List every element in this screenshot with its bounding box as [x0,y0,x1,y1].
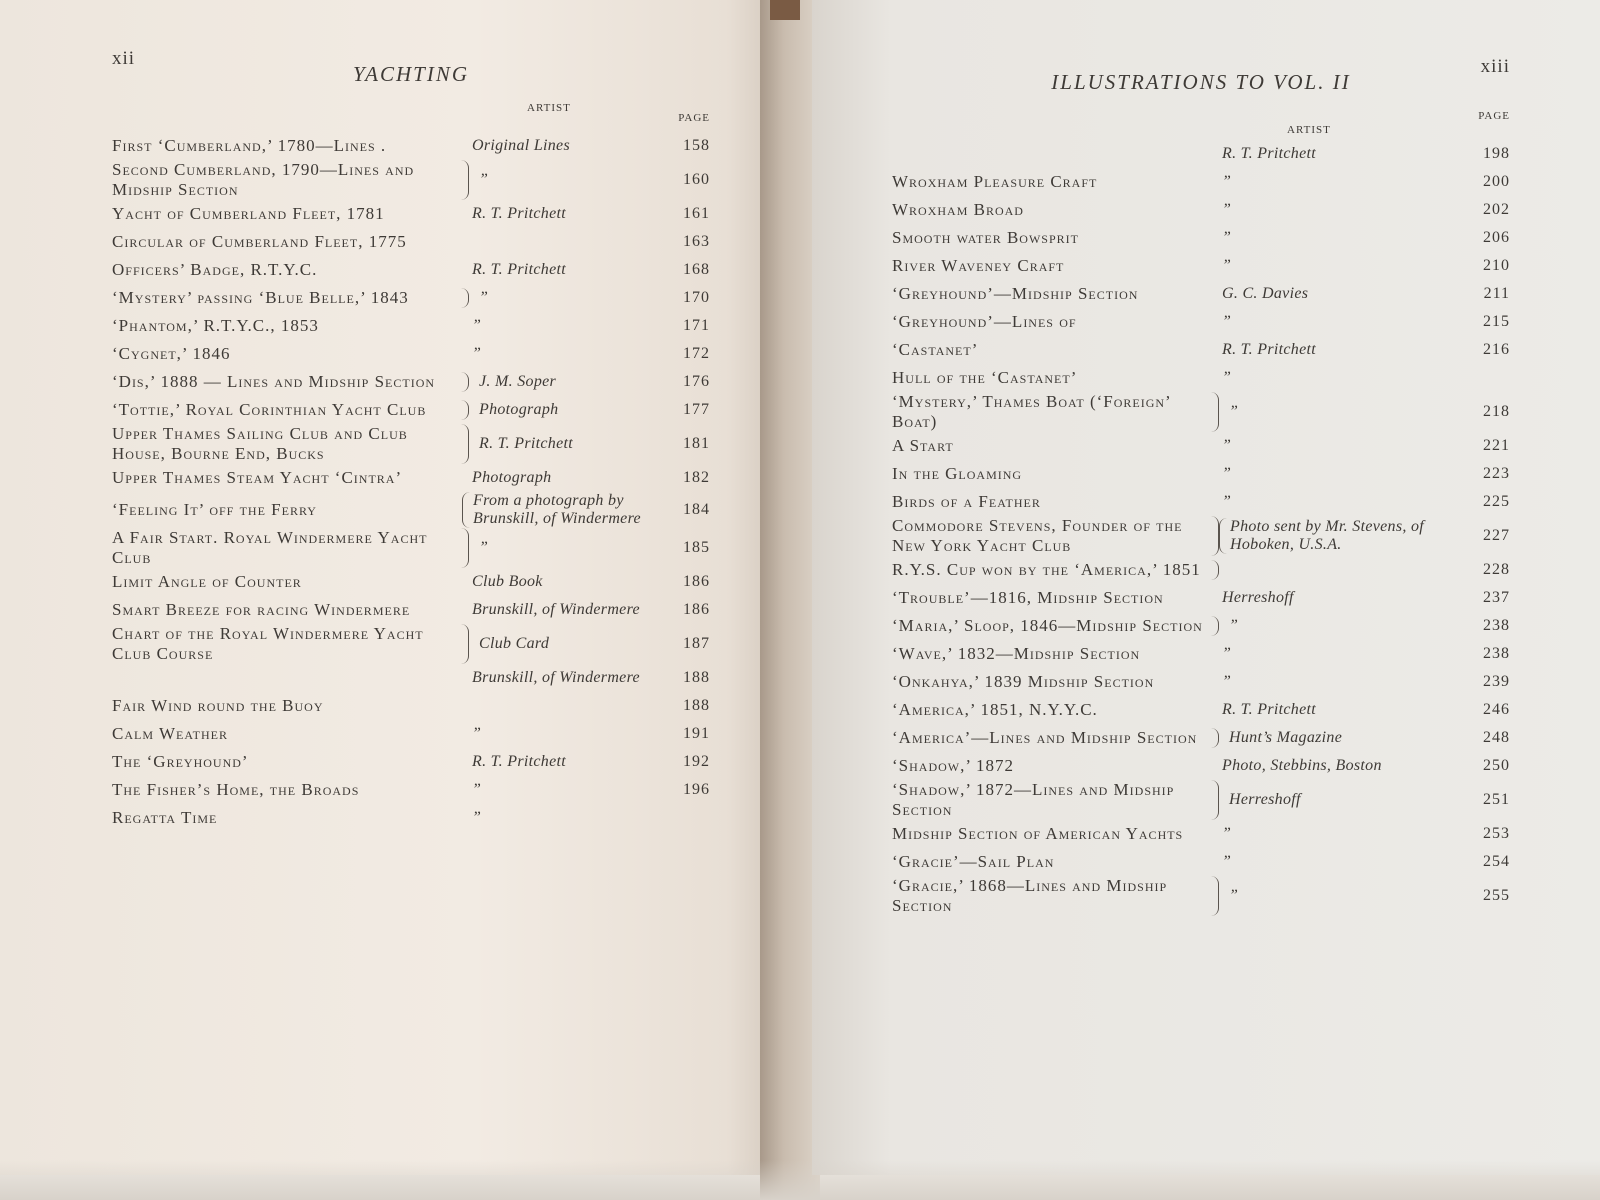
entry-page-number: 211 [1483,285,1510,302]
entry-row [112,492,710,528]
entry-page-number: 196 [683,781,710,798]
entry-artist: ” [479,171,489,188]
entry-artist: R. T. Pritchett [472,261,566,278]
right-folio: xiii [1480,56,1510,77]
entry-row [892,140,1510,168]
left-artist-heading: ARTIST [527,102,571,114]
entry-title: ‘Greyhound’—Midship Section [892,284,1139,303]
entry-artist: Brunskill, of Windermere [472,669,640,686]
entry-artist: Brunskill, of Windermere [472,601,640,618]
entry-row [892,252,1510,280]
entry-page-number: 216 [1483,341,1510,358]
entry-row [112,568,710,596]
entry-page-number: 238 [1483,645,1510,662]
entry-row [112,748,710,776]
book-gutter [760,0,820,1200]
entry-page-number: 186 [683,601,710,618]
entry-page-number: 168 [683,261,710,278]
entry-artist: R. T. Pritchett [472,753,566,770]
entry-title: ‘Trouble’—1816, Midship Section [892,588,1164,607]
entry-row [892,224,1510,252]
entry-row [112,200,710,228]
entry-title: ‘Castanet’ [892,340,979,359]
entry-page-number: 200 [1483,173,1510,190]
entry-page-number: 188 [683,669,710,686]
entry-row [892,876,1510,916]
entry-artist: ” [479,289,489,306]
entry-artist: ” [1222,673,1232,690]
entry-row [892,696,1510,724]
entry-page-number: 177 [683,401,710,418]
entry-title: ‘Onkahya,’ 1839 Midship Section [892,672,1155,691]
entry-page-number: 250 [1483,757,1510,774]
entry-row [112,464,710,492]
entry-artist: ” [1222,201,1232,218]
entry-artist: ” [1222,853,1232,870]
entry-title: Calm Weather [112,724,228,743]
entry-row [892,308,1510,336]
entry-artist: ” [1222,645,1232,662]
entry-row [892,488,1510,516]
entry-row [112,424,710,464]
entry-title: A Fair Start. Royal Windermere Yacht Club [112,528,469,568]
entry-title: The Fisher’s Home, the Broads [112,780,360,799]
entry-page-number: 238 [1483,617,1510,634]
entry-title: Officers’ Badge, R.T.Y.C. [112,260,318,279]
entry-row [892,336,1510,364]
entry-title: Yacht of Cumberland Fleet, 1781 [112,204,385,223]
entry-title: ‘Feeling It’ off the Ferry [112,500,317,519]
entry-page-number: 228 [1483,561,1510,578]
entry-page-number: 227 [1483,527,1510,544]
entry-artist: J. M. Soper [479,373,557,390]
entry-page-number: 248 [1483,729,1510,746]
entry-title: A Start [892,436,954,455]
entry-title: Fair Wind round the Buoy [112,696,324,715]
entry-page-number: 160 [683,171,710,188]
entry-page-number: 184 [683,501,710,518]
left-page-header [112,40,710,110]
entry-title: R.Y.S. Cup won by the ‘America,’ 1851 [892,560,1219,580]
entry-row [112,284,710,312]
entry-page-number: 225 [1483,493,1510,510]
entry-row [112,596,710,624]
entry-page-number: 251 [1483,791,1510,808]
entry-page-number: 185 [683,539,710,556]
entry-title: River Waveney Craft [892,256,1065,275]
entry-artist: ” [1229,617,1239,634]
entry-artist: ” [479,539,489,556]
entry-artist: ” [1222,493,1232,510]
entry-title: Hull of the ‘Castanet’ [892,368,1078,387]
entry-title: Circular of Cumberland Fleet, 1775 [112,232,407,251]
entry-title: In the Gloaming [892,464,1023,483]
entry-title: Upper Thames Steam Yacht ‘Cintra’ [112,468,403,487]
entry-row [112,624,710,664]
entry-title: ‘Greyhound’—Lines of [892,312,1077,331]
entry-artist: ” [1229,403,1239,420]
entry-page-number: 202 [1483,201,1510,218]
entry-artist: R. T. Pritchett [472,205,566,222]
entry-page-number: 191 [683,725,710,742]
entry-page-number: 218 [1483,403,1510,420]
entry-page-number: 198 [1483,145,1510,162]
entry-row [112,312,710,340]
entry-row [892,612,1510,640]
page-bottom-shadow [0,1160,1600,1200]
entry-page-number: 210 [1483,257,1510,274]
entry-page-number: 255 [1483,887,1510,904]
entry-title: Birds of a Feather [892,492,1041,511]
entry-row [112,720,710,748]
entry-artist: ” [1222,257,1232,274]
entry-page-number: 181 [683,435,710,452]
left-illustration-list [112,132,710,832]
entry-title: ‘Tottie,’ Royal Corinthian Yacht Club [112,400,469,420]
entry-title: ‘Wave,’ 1832—Midship Section [892,644,1141,663]
entry-title: Limit Angle of Counter [112,572,302,591]
entry-row [892,280,1510,308]
book-cover-edge [770,0,800,20]
entry-page-number: 161 [683,205,710,222]
entry-title: ‘Gracie’—Sail Plan [892,852,1055,871]
entry-page-number: 158 [683,137,710,154]
entry-title: Chart of the Royal Windermere Yacht Club Course [112,624,469,664]
entry-artist: ” [1222,313,1232,330]
entry-title: Midship Section of American Yachts [892,824,1184,843]
entry-row [112,776,710,804]
entry-row [892,752,1510,780]
entry-page-number: 221 [1483,437,1510,454]
right-running-title: ILLUSTRATIONS TO VOL. II [1051,70,1351,94]
entry-artist: Photograph [479,401,559,418]
entry-artist: Photograph [472,469,552,486]
entry-title: The ‘Greyhound’ [112,752,249,771]
left-folio: xii [112,48,136,69]
entry-title: ‘Phantom,’ R.T.Y.C., 1853 [112,316,319,335]
entry-artist: ” [472,725,482,742]
right-artist-heading: ARTIST [1287,124,1331,136]
entry-title: ‘Dis,’ 1888 — Lines and Midship Section [112,372,469,392]
entry-artist: G. C. Davies [1222,285,1309,302]
entry-artist: Photo sent by Mr. Stevens, of Hoboken, U.S.A. [1219,518,1466,554]
entry-artist: Herreshoff [1222,589,1294,606]
entry-row [892,640,1510,668]
left-running-title: YACHTING [352,62,470,86]
entry-row [892,584,1510,612]
entry-row [892,432,1510,460]
entry-row [892,668,1510,696]
entry-page-number: 223 [1483,465,1510,482]
entry-row [112,804,710,832]
left-page [0,0,790,1175]
entry-page-number: 176 [683,373,710,390]
entry-artist: ” [472,809,482,826]
entry-artist: Club Book [472,573,543,590]
left-page-heading: PAGE [678,112,710,124]
entry-artist: ” [1222,465,1232,482]
left-column-headings [112,102,710,132]
entry-title: ‘America,’ 1851, N.Y.Y.C. [892,700,1098,719]
entry-row [892,460,1510,488]
entry-title: ‘Shadow,’ 1872 [892,756,1015,775]
entry-title: ‘Shadow,’ 1872—Lines and Midship Section [892,780,1219,820]
entry-artist: Herreshoff [1229,791,1301,808]
entry-artist: ” [472,317,482,334]
entry-title: ‘Gracie,’ 1868—Lines and Midship Section [892,876,1219,916]
entry-title: ‘Maria,’ Sloop, 1846—Midship Section [892,616,1219,636]
entry-artist: ” [1222,437,1232,454]
entry-artist: ” [1222,229,1232,246]
entry-artist: Club Card [479,635,550,652]
entry-row [892,196,1510,224]
entry-page-number: 182 [683,469,710,486]
entry-title: Smooth water Bowsprit [892,228,1079,247]
entry-page-number: 253 [1483,825,1510,842]
entry-row [112,160,710,200]
entry-title: Commodore Stevens, Founder of the New York Yacht Club [892,516,1219,556]
entry-page-number: 239 [1483,673,1510,690]
entry-page-number: 206 [1483,229,1510,246]
entry-title: ‘Mystery,’ Thames Boat (‘Foreign’ Boat) [892,392,1219,432]
entry-artist: From a photograph by Brunskill, of Windermere [462,492,666,528]
right-illustration-list [892,140,1510,916]
entry-page-number: 237 [1483,589,1510,606]
entry-row [892,820,1510,848]
entry-artist: R. T. Pritchett [1222,701,1316,718]
entry-row [112,256,710,284]
entry-row [892,556,1510,584]
entry-page-number: 254 [1483,853,1510,870]
entry-row [892,780,1510,820]
entry-artist: ” [1222,173,1232,190]
entry-title: Smart Breeze for racing Windermere [112,600,411,619]
entry-row [892,168,1510,196]
entry-row [112,228,710,256]
entry-title: ‘Mystery’ passing ‘Blue Belle,’ 1843 [112,288,469,308]
entry-title: First ‘Cumberland,’ 1780—Lines . [112,136,387,155]
entry-page-number: 170 [683,289,710,306]
entry-page-number: 192 [683,753,710,770]
entry-artist: Hunt’s Magazine [1229,729,1343,746]
entry-page-number: 186 [683,573,710,590]
entry-row [112,396,710,424]
entry-artist: R. T. Pritchett [479,435,573,452]
entry-artist: ” [1222,369,1232,386]
entry-row [112,692,710,720]
entry-page-number: 171 [683,317,710,334]
entry-page-number: 188 [683,697,710,714]
entry-artist: Photo, Stebbins, Boston [1222,757,1382,774]
entry-artist: ” [472,781,482,798]
entry-row [892,848,1510,876]
right-page [812,0,1600,1175]
entry-page-number: 163 [683,233,710,250]
entry-artist: R. T. Pritchett [1222,341,1316,358]
right-column-headings [892,110,1510,140]
entry-row [892,364,1510,392]
entry-title: ‘Cygnet,’ 1846 [112,344,231,363]
entry-artist: ” [472,345,482,362]
entry-artist: ” [1222,825,1232,842]
entry-row [892,392,1510,432]
entry-artist: ” [1229,887,1239,904]
right-page-heading: PAGE [1478,110,1510,122]
right-page-header [892,48,1510,118]
entry-title: Second Cumberland, 1790—Lines and Midship Section [112,160,469,200]
entry-row [112,664,710,692]
entry-title: Regatta Time [112,808,218,827]
entry-row [112,340,710,368]
entry-title: Wroxham Broad [892,200,1024,219]
entry-row [892,724,1510,752]
entry-row [112,132,710,160]
entry-page-number: 246 [1483,701,1510,718]
entry-page-number: 187 [683,635,710,652]
entry-title: ‘America’—Lines and Midship Section [892,728,1219,748]
entry-row [112,368,710,396]
entry-artist: R. T. Pritchett [1222,145,1316,162]
entry-row [112,528,710,568]
entry-title: Upper Thames Sailing Club and Club House, Bourne End, Bucks [112,424,469,464]
entry-artist: Original Lines [472,137,570,154]
entry-page-number: 215 [1483,313,1510,330]
entry-page-number: 172 [683,345,710,362]
entry-title: Wroxham Pleasure Craft [892,172,1098,191]
entry-row [892,516,1510,556]
